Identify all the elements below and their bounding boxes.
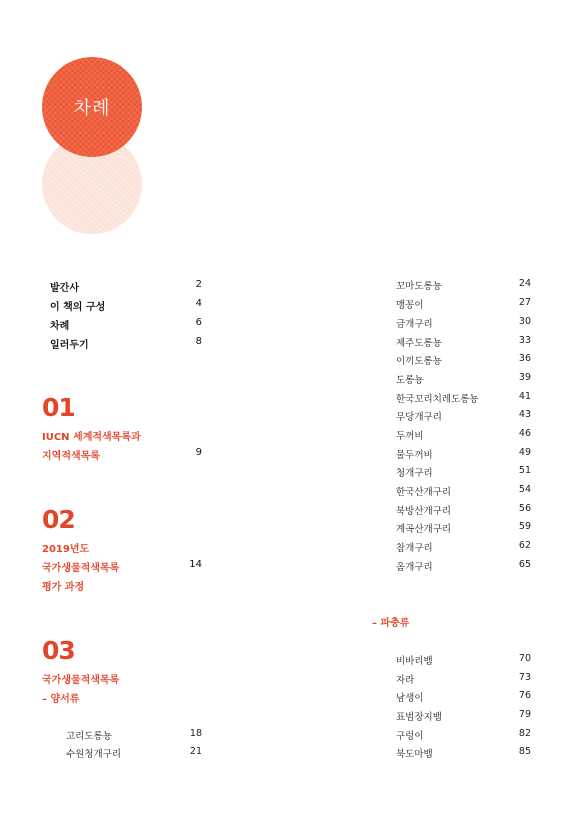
toc-entry-page: 85	[518, 746, 531, 757]
toc-entry-label: 이끼도롱뇽	[396, 356, 442, 367]
toc-entry-page: 70	[518, 653, 531, 664]
toc-entry-page: 27	[518, 297, 531, 308]
toc-entry-label: 수원청개구리	[66, 749, 122, 760]
toc-entry[interactable]	[396, 540, 531, 554]
toc-entry[interactable]	[396, 297, 531, 311]
section-subtitle[interactable]: – 양서류	[42, 694, 80, 705]
toc-entry[interactable]	[396, 746, 531, 760]
toc-entry-label: 꼬마도롱뇽	[396, 281, 442, 292]
section-title-line[interactable]: 국가생물적색목록	[42, 563, 120, 574]
toc-entry-page: 49	[518, 447, 531, 458]
toc-entry-page: 33	[518, 335, 531, 346]
section-title-line[interactable]: 2019년도	[42, 544, 90, 555]
toc-entry-label: 옴개구리	[396, 562, 433, 573]
toc-entry-label: 비바리뱀	[396, 656, 433, 667]
toc-entry-page: 56	[518, 503, 531, 514]
toc-entry-page: 21	[189, 746, 202, 757]
toc-entry-page: 36	[518, 353, 531, 364]
section-page: 14	[189, 559, 202, 570]
toc-entry-page: 82	[518, 728, 531, 739]
toc-entry-page: 73	[518, 672, 531, 683]
toc-entry[interactable]	[396, 559, 531, 573]
toc-entry-page: 39	[518, 372, 531, 383]
toc-entry-label: 청개구리	[396, 468, 433, 479]
toc-entry-label: 맹꽁이	[396, 300, 424, 311]
section-title-line[interactable]: IUCN 세계적색목록과	[42, 432, 141, 443]
toc-entry[interactable]	[396, 372, 531, 386]
toc-entry-page: 79	[518, 709, 531, 720]
toc-entry-label: 무당개구리	[396, 412, 442, 423]
toc-entry[interactable]	[396, 278, 531, 292]
toc-entry[interactable]	[66, 728, 202, 742]
toc-entry-label: 표범장지뱀	[396, 712, 442, 723]
toc-entry[interactable]	[396, 653, 531, 667]
toc-entry-page: 41	[518, 391, 531, 402]
toc-entry[interactable]	[396, 391, 531, 405]
toc-entry[interactable]	[66, 746, 202, 760]
toc-entry[interactable]	[396, 353, 531, 367]
toc-entry-page: 4	[195, 298, 202, 309]
toc-entry-label: 남생이	[396, 693, 424, 704]
toc-entry-page: 18	[189, 728, 202, 739]
toc-entry-label: 발간사	[50, 283, 79, 294]
section-number: 01	[42, 393, 75, 422]
toc-entry-label: 이 책의 구성	[50, 302, 106, 313]
group-heading-reptiles[interactable]: – 파충류	[372, 618, 410, 629]
toc-entry[interactable]	[396, 316, 531, 330]
toc-entry-page: 2	[195, 279, 202, 290]
toc-entry-page: 6	[195, 317, 202, 328]
toc-entry[interactable]	[396, 521, 531, 535]
toc-entry-label: 금개구리	[396, 319, 433, 330]
toc-entry-page: 54	[518, 484, 531, 495]
section-number: 03	[42, 636, 75, 665]
toc-entry[interactable]	[396, 465, 531, 479]
toc-entry-label: 고리도롱뇽	[66, 731, 112, 742]
section-page: 9	[195, 447, 202, 458]
section-number: 02	[42, 505, 75, 534]
toc-entry[interactable]	[396, 409, 531, 423]
toc-entry-page: 30	[518, 316, 531, 327]
toc-entry[interactable]	[396, 728, 531, 742]
toc-entry[interactable]	[396, 503, 531, 517]
toc-entry-label: 북방산개구리	[396, 506, 452, 517]
toc-entry[interactable]	[50, 336, 202, 351]
toc-entry[interactable]	[396, 335, 531, 349]
toc-entry[interactable]	[396, 447, 531, 461]
toc-entry[interactable]	[50, 279, 202, 294]
toc-entry-page: 43	[518, 409, 531, 420]
toc-entry-page: 59	[518, 521, 531, 532]
section-title-line[interactable]: 국가생물적색목록	[42, 675, 120, 686]
toc-entry[interactable]	[50, 298, 202, 313]
toc-entry[interactable]	[396, 428, 531, 442]
toc-entry-page: 8	[195, 336, 202, 347]
toc-entry-page: 24	[518, 278, 531, 289]
toc-entry[interactable]	[396, 672, 531, 686]
toc-entry-page: 62	[518, 540, 531, 551]
toc-entry-label: 한국산개구리	[396, 487, 452, 498]
toc-entry-label: 참개구리	[396, 543, 433, 554]
section-title-line[interactable]: 지역적색목록	[42, 451, 100, 462]
toc-entry[interactable]	[396, 690, 531, 704]
toc-entry-label: 일러두기	[50, 340, 89, 351]
toc-entry-page: 65	[518, 559, 531, 570]
toc-entry-page: 51	[518, 465, 531, 476]
toc-entry[interactable]	[396, 484, 531, 498]
toc-entry-label: 북도마뱀	[396, 749, 433, 760]
toc-entry-page: 76	[518, 690, 531, 701]
toc-entry-label: 두꺼비	[396, 431, 424, 442]
page-title: 차례	[73, 98, 111, 119]
toc-entry[interactable]	[396, 709, 531, 723]
toc-entry-label: 차례	[50, 321, 70, 332]
toc-entry-label: 계곡산개구리	[396, 524, 452, 535]
toc-entry-page: 46	[518, 428, 531, 439]
toc-entry[interactable]	[50, 317, 202, 332]
toc-entry-label: 제주도롱뇽	[396, 338, 442, 349]
section-title-line[interactable]: 평가 과정	[42, 582, 85, 593]
toc-entry-label: 도롱뇽	[396, 375, 424, 386]
toc-entry-label: 한국꼬리치레도롱뇽	[396, 394, 479, 405]
toc-entry-label: 구렁이	[396, 731, 424, 742]
toc-entry-label: 물두꺼비	[396, 450, 433, 461]
toc-entry-label: 자라	[396, 675, 415, 686]
